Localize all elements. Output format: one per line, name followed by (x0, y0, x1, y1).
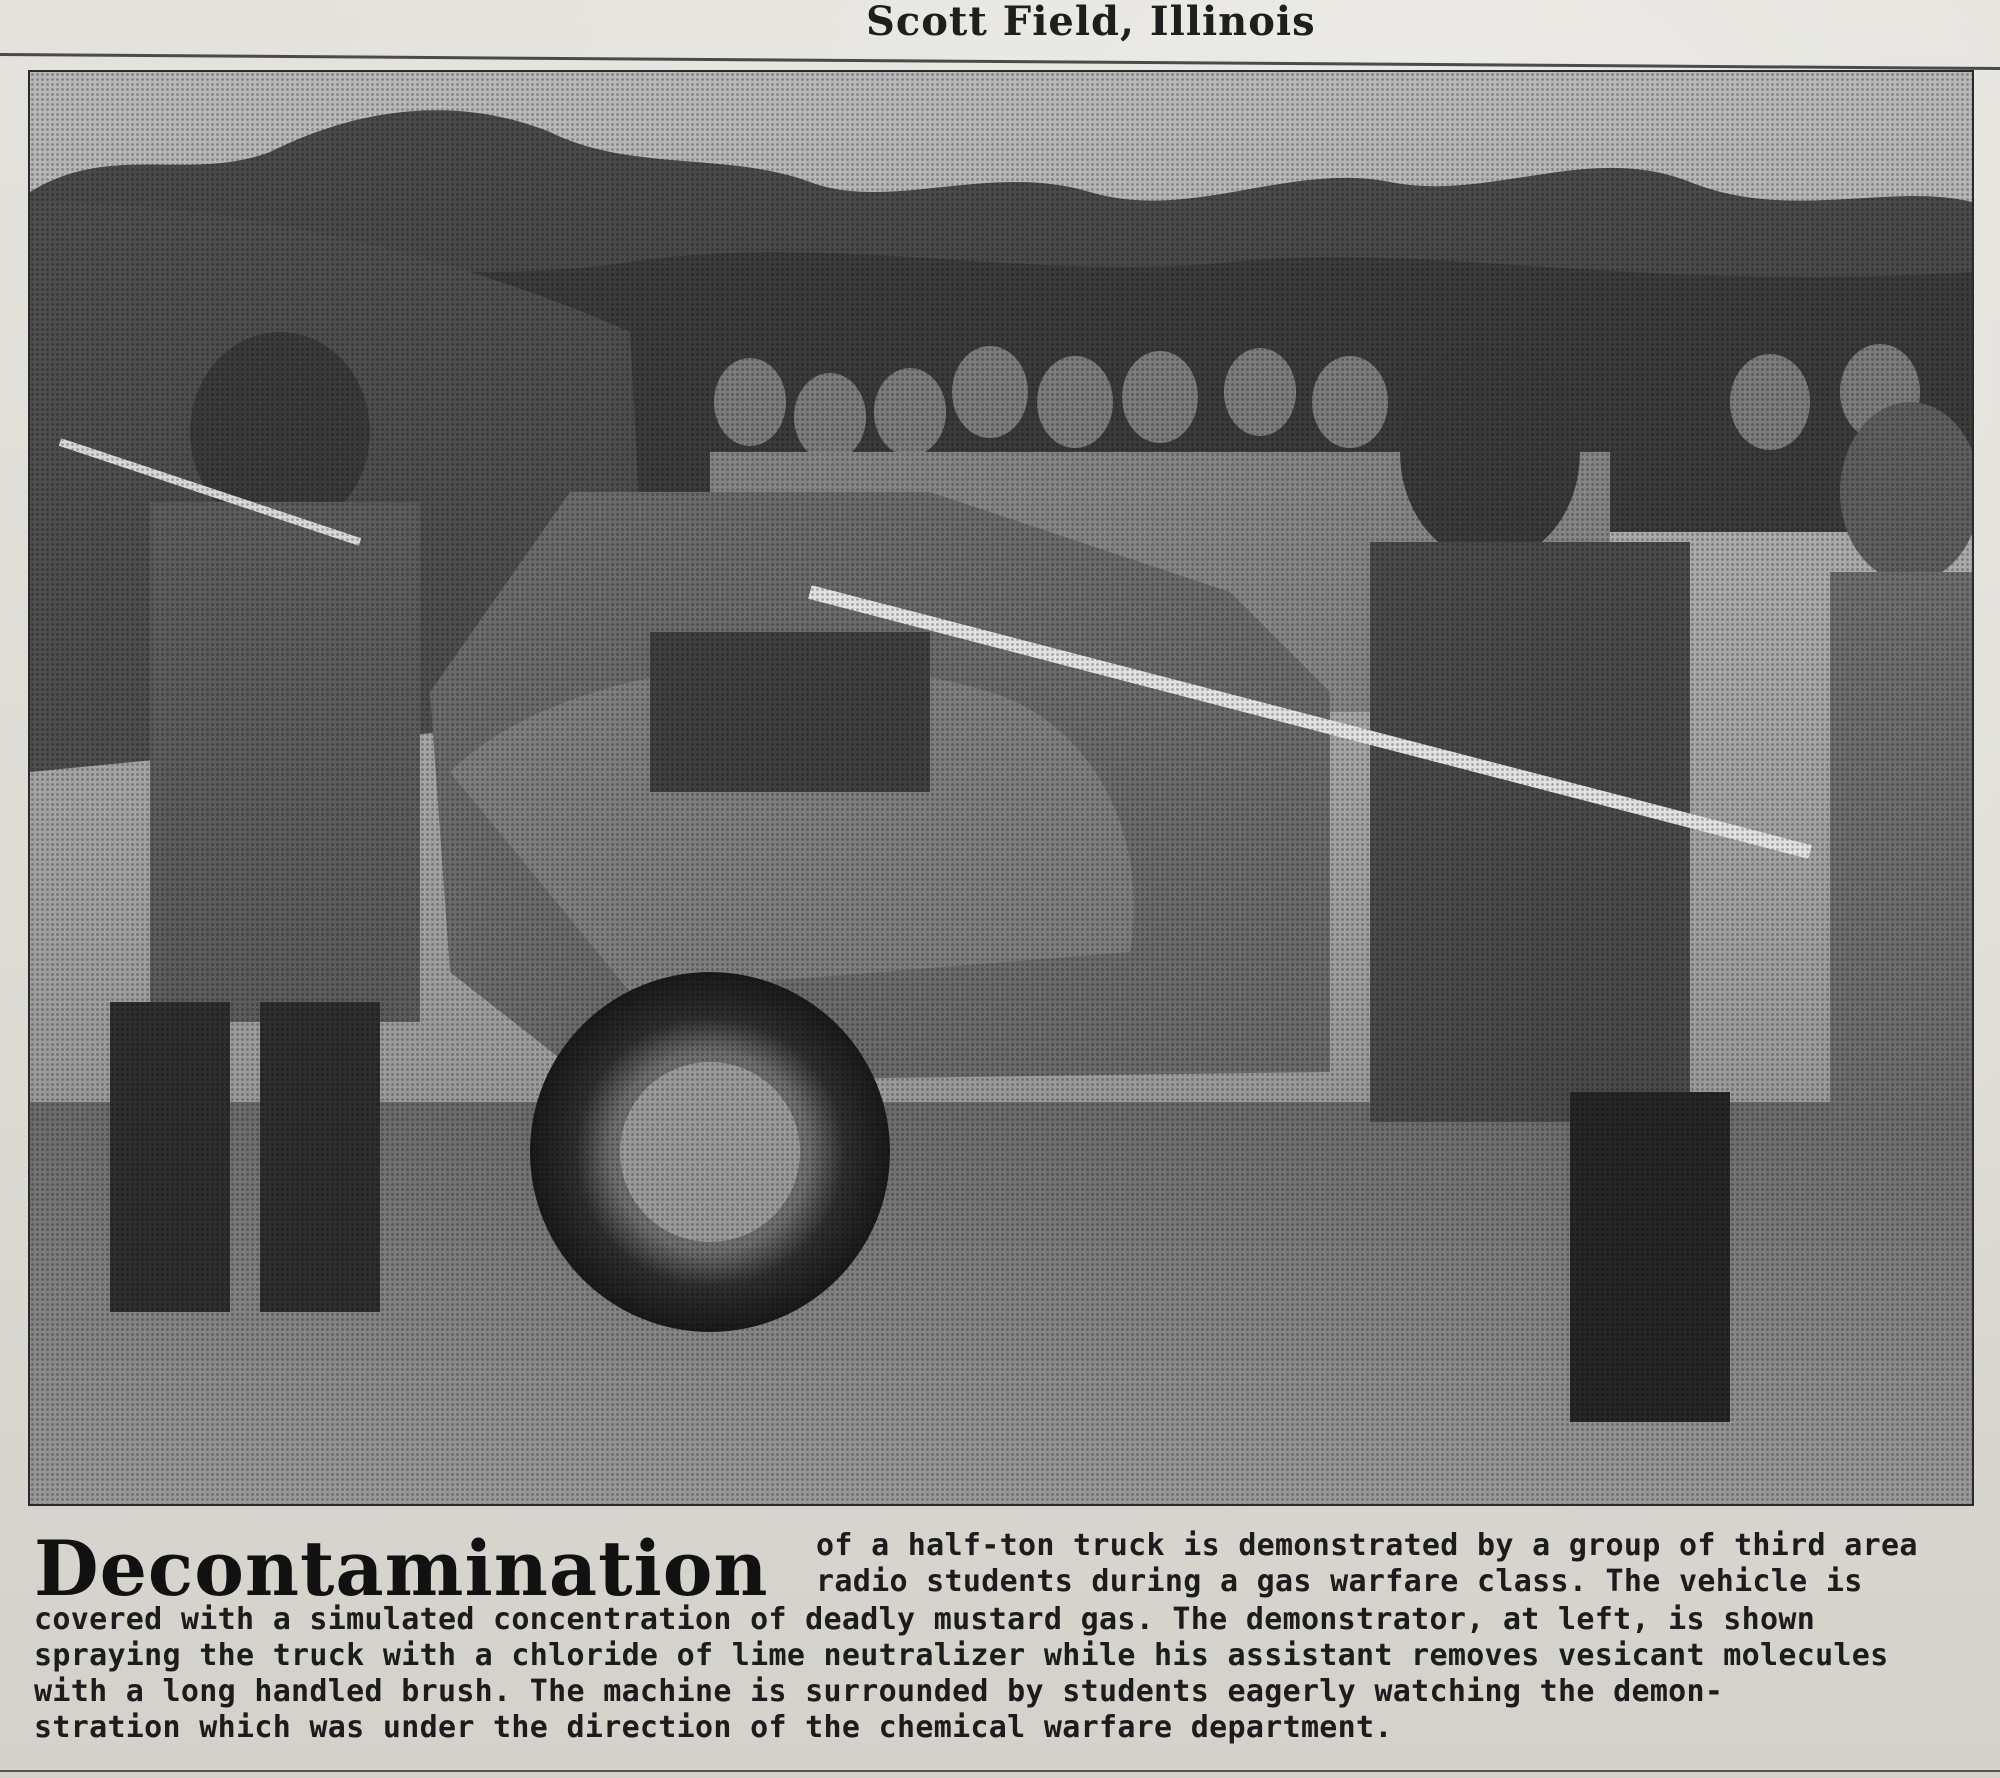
caption-line: covered with a simulated concentration of deadly mustard gas. The demonstrator, at left, is shown (34, 1602, 1816, 1637)
caption-headline: Decontamination (34, 1524, 769, 1613)
caption-line: spraying the truck with a chloride of lime neutralizer while his assistant removes vesicant molecules (34, 1638, 1889, 1673)
photo-illustration (30, 72, 1972, 1504)
bystander-right (1830, 402, 1972, 1132)
dateline: Scott Field, Illinois (866, 0, 1316, 45)
caption-line: with a long handled brush. The machine is surrounded by students eagerly watching the demon- (34, 1674, 1724, 1709)
caption-line: stration which was under the direction of the chemical warfare department. (34, 1710, 1393, 1745)
footer-rule (0, 1770, 2000, 1772)
page-header (0, 0, 2000, 62)
photo-caption (34, 1518, 1944, 1758)
news-photo (28, 70, 1974, 1506)
caption-line: radio students during a gas warfare class. The vehicle is (816, 1564, 1863, 1599)
caption-line: of a half-ton truck is demonstrated by a group of third area (816, 1528, 1918, 1563)
